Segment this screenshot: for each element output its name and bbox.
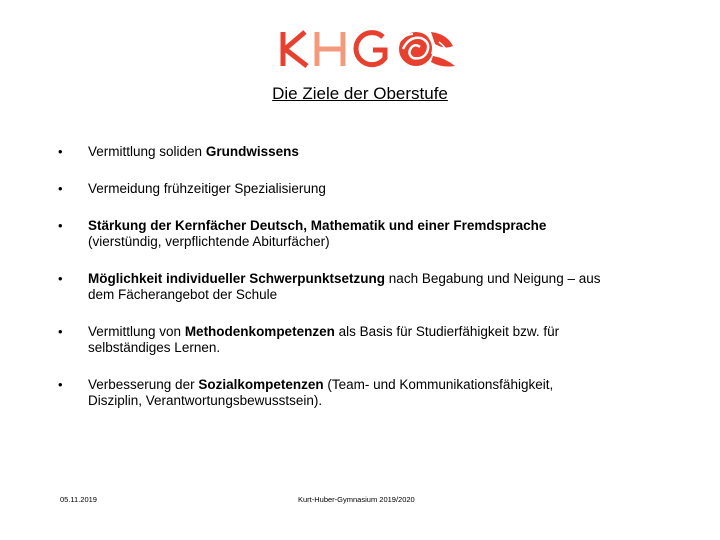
page-title: Die Ziele der Oberstufe [272, 84, 448, 103]
item-text: Vermeidung frühzeitiger Spezialisierung [88, 181, 326, 196]
rose-icon [399, 32, 455, 67]
footer-school: Kurt-Huber-Gymnasium 2019/2020 [298, 495, 415, 504]
item-text: Verbesserung der Sozialkompetenzen (Team- und Kommunikationsfähigkeit, Disziplin, Verantwortungsbewusstsein). [88, 377, 554, 408]
bullet-marker: • [58, 144, 63, 159]
bullet-marker: • [58, 377, 63, 392]
item-text: Vermittlung von Methodenkompetenzen als Basis für Studierfähigkeit bzw. für selbständiges Lernen. [88, 324, 560, 355]
list-item [58, 218, 668, 250]
list-item [58, 271, 668, 303]
list-item [58, 324, 668, 356]
list-item [58, 181, 668, 197]
list-item [58, 144, 668, 160]
footer-date: 05.11.2019 [60, 495, 97, 504]
item-text: Vermittlung soliden Grundwissens [88, 144, 299, 159]
khg-logo [279, 28, 459, 70]
bullet-marker: • [58, 181, 63, 196]
logo-letter-k [283, 32, 307, 66]
goals-list [58, 144, 668, 430]
logo-letter-g [356, 33, 385, 65]
item-text: Stärkung der Kernfächer Deutsch, Mathematik und einer Fremdsprache (vierstündig, verpflichtende Abiturfächer) [88, 218, 547, 249]
logo-letter-h [317, 32, 343, 66]
list-item [58, 377, 668, 409]
bullet-marker: • [58, 271, 63, 286]
bullet-marker: • [58, 218, 63, 233]
bullet-marker: • [58, 324, 63, 339]
item-text: Möglichkeit individueller Schwerpunktsetzung nach Begabung und Neigung – aus dem Fächerangebot der Schule [88, 271, 601, 302]
